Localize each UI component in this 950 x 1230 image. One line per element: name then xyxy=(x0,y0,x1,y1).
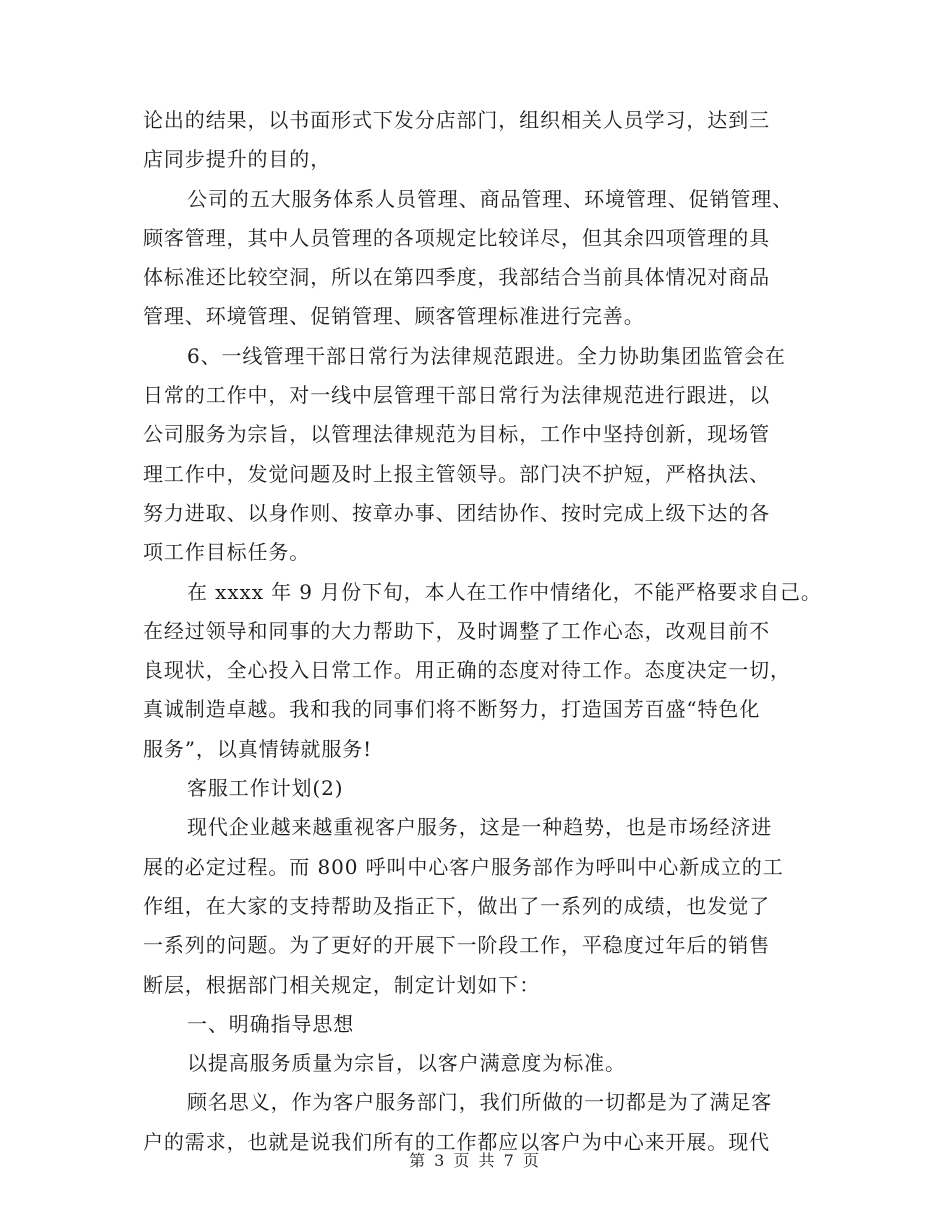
text-line: 户的需求，也就是说我们所有的工作都应以客户为中心来开展。现代 xyxy=(143,1129,770,1154)
text-line: 顾客管理，其中人员管理的各项规定比较详尽，但其余四项管理的具 xyxy=(143,225,770,250)
text-line: 以提高服务质量为宗旨，以客户满意度为标准。 xyxy=(187,1051,626,1076)
text-line: 良现状，全心投入日常工作。用正确的态度对待工作。态度决定一切， xyxy=(143,658,791,683)
paragraph xyxy=(143,180,813,337)
text-line: 努力进取、以身作则、按章办事、团结协作、按时完成上级下达的各 xyxy=(143,500,770,525)
text-line: 在经过领导和同事的大力帮助下，及时调整了工作心态，改观目前不 xyxy=(143,618,770,643)
page-footer: 第 3 页 共 7 页 xyxy=(409,1151,541,1170)
text-line: 一系列的问题。为了更好的开展下一阶段工作，平稳度过年后的销售 xyxy=(143,933,770,958)
text-line: 项工作目标任务。 xyxy=(143,540,311,565)
text-line: 服务”，以真情铸就服务! xyxy=(143,736,373,761)
text-line: 客服工作计划(2) xyxy=(187,776,344,801)
text-line: 体标准还比较空洞，所以在第四季度，我部结合当前具体情况对商品 xyxy=(143,265,770,290)
paragraph xyxy=(143,1044,813,1083)
text-line: 顾名思义，作为客户服务部门，我们所做的一切都是为了满足客 xyxy=(187,1090,773,1115)
text-line: 断层，根据部门相关规定，制定计划如下： xyxy=(143,972,541,997)
paragraph xyxy=(143,808,813,1004)
paragraph xyxy=(143,573,822,769)
text-line: 现代企业越来越重视客户服务，这是一种趋势，也是市场经济进 xyxy=(187,815,773,840)
text-line: 6、一线管理干部日常行为法律规范跟进。全力协助集团监管会在 xyxy=(187,343,786,368)
body-text xyxy=(143,101,822,1162)
text-line: 店同步提升的目的， xyxy=(143,147,332,172)
paragraph xyxy=(143,337,813,573)
text-line: 在 xxxx 年 9 月份下旬，本人在工作中情绪化，不能严格要求自己。 xyxy=(187,579,822,604)
paragraph xyxy=(143,101,813,180)
text-line: 公司服务为宗旨，以管理法律规范为目标，工作中坚持创新，现场管 xyxy=(143,422,770,447)
text-line: 管理、环境管理、促销管理、顾客管理标准进行完善。 xyxy=(143,304,645,329)
paragraph xyxy=(143,1005,813,1044)
text-line: 真诚制造卓越。我和我的同事们将不断努力，打造国芳百盛“特色化 xyxy=(143,697,761,722)
text-line: 公司的五大服务体系人员管理、商品管理、环境管理、促销管理、 xyxy=(187,186,794,211)
text-line: 一、明确指导思想 xyxy=(187,1011,355,1036)
text-line: 理工作中，发觉问题及时上报主管领导。部门决不护短，严格执法、 xyxy=(143,461,770,486)
text-line: 论出的结果，以书面形式下发分店部门，组织相关人员学习，达到三 xyxy=(143,108,770,132)
text-line: 展的必定过程。而 800 呼叫中心客户服务部作为呼叫中心新成立的工 xyxy=(143,854,784,879)
paragraph xyxy=(143,769,813,808)
text-line: 日常的工作中，对一线中层管理干部日常行为法律规范进行跟进，以 xyxy=(143,383,770,408)
text-line: 作组，在大家的支持帮助及指正下，做出了一系列的成绩，也发觉了 xyxy=(143,893,770,918)
